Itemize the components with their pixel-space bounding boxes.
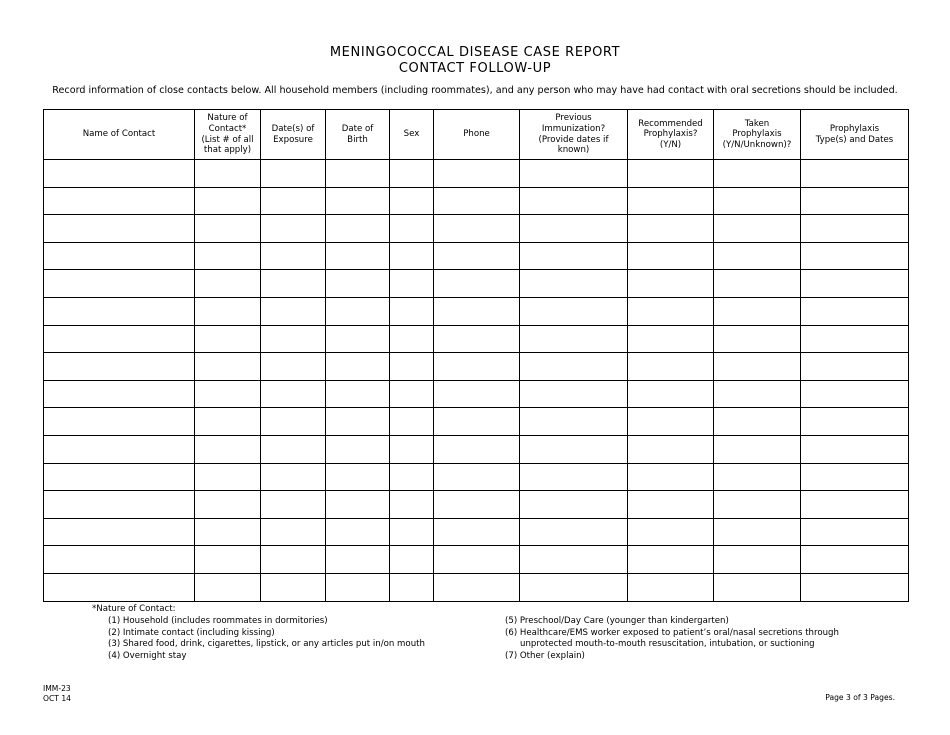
col-sex — [390, 110, 434, 160]
entry-cell[interactable] — [390, 408, 434, 436]
entry-cell[interactable] — [714, 463, 801, 491]
header-label-line: Birth — [347, 134, 368, 145]
header-label-line: (List # of all — [201, 134, 254, 145]
entry-cell[interactable] — [390, 573, 434, 601]
entry-cell[interactable] — [434, 518, 520, 546]
entry-cell[interactable] — [261, 408, 326, 436]
entry-cell[interactable] — [801, 160, 909, 188]
entry-cell[interactable] — [434, 353, 520, 381]
entry-cell[interactable] — [801, 270, 909, 298]
header-label-line: (Y/N) — [659, 139, 682, 150]
entry-cell[interactable] — [326, 297, 390, 325]
entry-cell[interactable] — [628, 160, 714, 188]
entry-cell[interactable] — [44, 491, 195, 519]
entry-cell[interactable] — [434, 215, 520, 243]
entry-cell[interactable] — [261, 573, 326, 601]
header-label-line: Immunization? — [541, 123, 606, 134]
entry-cell[interactable] — [326, 408, 390, 436]
table-row — [44, 546, 909, 574]
entry-cell[interactable] — [195, 160, 261, 188]
entry-cell[interactable] — [520, 242, 628, 270]
form-number: IMM-23 — [43, 684, 71, 693]
contacts-table — [43, 109, 909, 602]
entry-cell[interactable] — [520, 215, 628, 243]
entry-cell[interactable] — [44, 325, 195, 353]
entry-cell[interactable] — [44, 297, 195, 325]
header-label-line: Date(s) of — [271, 123, 315, 134]
form-identifier — [43, 684, 71, 704]
entry-cell[interactable] — [44, 215, 195, 243]
entry-cell[interactable] — [628, 325, 714, 353]
entry-cell[interactable] — [261, 546, 326, 574]
footnote-list-right — [505, 616, 839, 662]
col-date-of-birth — [326, 110, 390, 160]
entry-cell[interactable] — [326, 518, 390, 546]
entry-cell[interactable] — [714, 408, 801, 436]
entry-cell[interactable] — [801, 242, 909, 270]
entry-cell[interactable] — [390, 160, 434, 188]
entry-cell[interactable] — [261, 297, 326, 325]
footnote-item: (4) Overnight stay — [108, 650, 187, 661]
col-recommended-prophylaxis — [628, 110, 714, 160]
header-label-line: Prophylaxis — [829, 123, 880, 134]
col-dates-of-exposure — [261, 110, 326, 160]
entry-cell[interactable] — [326, 463, 390, 491]
entry-cell[interactable] — [195, 518, 261, 546]
entry-cell[interactable] — [628, 187, 714, 215]
entry-cell[interactable] — [390, 270, 434, 298]
entry-cell[interactable] — [434, 270, 520, 298]
header-label-line: Type(s) and Dates — [815, 134, 894, 145]
header-label-line: Sex — [403, 129, 420, 140]
entry-cell[interactable] — [44, 160, 195, 188]
entry-cell[interactable] — [195, 435, 261, 463]
entry-cell[interactable] — [434, 573, 520, 601]
entry-cell[interactable] — [434, 325, 520, 353]
entry-cell[interactable] — [520, 546, 628, 574]
entry-cell[interactable] — [434, 463, 520, 491]
table-row — [44, 270, 909, 298]
entry-cell[interactable] — [261, 187, 326, 215]
entry-cell[interactable] — [714, 435, 801, 463]
table-row — [44, 187, 909, 215]
col-prophylaxis-types-dates — [801, 110, 909, 160]
entry-cell[interactable] — [801, 187, 909, 215]
header-label-line: Previous — [555, 113, 592, 124]
entry-cell[interactable] — [434, 242, 520, 270]
header-label-line: Prophylaxis — [732, 129, 782, 140]
entry-cell[interactable] — [520, 518, 628, 546]
entry-cell[interactable] — [628, 408, 714, 436]
entry-cell[interactable] — [714, 325, 801, 353]
entry-cell[interactable] — [801, 353, 909, 381]
table-row — [44, 408, 909, 436]
entry-cell[interactable] — [434, 435, 520, 463]
entry-cell[interactable] — [434, 491, 520, 519]
footnote-item: (5) Preschool/Day Care (younger than kindergarten) — [505, 616, 729, 626]
entry-cell[interactable] — [390, 242, 434, 270]
entry-cell[interactable] — [520, 380, 628, 408]
footnote-item: (3) Shared food, drink, cigarettes, lipstick, or any articles put in/on mouth — [108, 639, 425, 650]
report-title: MENINGOCOCCAL DISEASE CASE REPORT — [329, 45, 621, 60]
entry-cell[interactable] — [195, 408, 261, 436]
entry-cell[interactable] — [195, 573, 261, 601]
entry-cell[interactable] — [195, 215, 261, 243]
entry-cell[interactable] — [195, 380, 261, 408]
footnote-item: (2) Intimate contact (including kissing) — [108, 627, 275, 638]
entry-cell[interactable] — [261, 270, 326, 298]
entry-cell[interactable] — [326, 242, 390, 270]
entry-cell[interactable] — [326, 325, 390, 353]
entry-cell[interactable] — [195, 297, 261, 325]
entry-cell[interactable] — [801, 463, 909, 491]
entry-cell[interactable] — [714, 546, 801, 574]
entry-cell[interactable] — [434, 160, 520, 188]
entry-cell[interactable] — [261, 463, 326, 491]
entry-cell[interactable] — [801, 491, 909, 519]
entry-cell[interactable] — [628, 546, 714, 574]
table-row — [44, 491, 909, 519]
entry-cell[interactable] — [44, 573, 195, 601]
entry-cell[interactable] — [714, 297, 801, 325]
entry-cell[interactable] — [195, 353, 261, 381]
entry-cell[interactable] — [714, 215, 801, 243]
entry-cell[interactable] — [434, 187, 520, 215]
entry-cell[interactable] — [628, 353, 714, 381]
entry-cell[interactable] — [44, 380, 195, 408]
entry-cell[interactable] — [261, 353, 326, 381]
entry-cell[interactable] — [714, 518, 801, 546]
footnote-item: (1) Household (includes roommates in dormitories) — [108, 616, 328, 626]
entry-cell[interactable] — [434, 546, 520, 574]
entry-cell[interactable] — [44, 408, 195, 436]
entry-cell[interactable] — [520, 573, 628, 601]
header-label-line: Phone — [463, 129, 490, 140]
entry-cell[interactable] — [801, 518, 909, 546]
entry-cell[interactable] — [628, 491, 714, 519]
entry-cell[interactable] — [261, 215, 326, 243]
entry-cell[interactable] — [261, 518, 326, 546]
entry-cell[interactable] — [261, 380, 326, 408]
page-number: Page 3 of 3 Pages. — [825, 693, 895, 702]
entry-cell[interactable] — [628, 573, 714, 601]
header-label-line: that apply) — [203, 145, 252, 156]
entry-cell[interactable] — [44, 187, 195, 215]
table-row — [44, 242, 909, 270]
entry-cell[interactable] — [195, 325, 261, 353]
footnote-item-continuation: unprotected mouth-to-mouth resuscitation, intubation, or suctioning — [520, 639, 815, 650]
entry-cell[interactable] — [390, 546, 434, 574]
entry-cell[interactable] — [44, 463, 195, 491]
entry-cell[interactable] — [326, 380, 390, 408]
entry-cell[interactable] — [520, 297, 628, 325]
entry-cell[interactable] — [390, 297, 434, 325]
entry-cell[interactable] — [326, 546, 390, 574]
entry-cell[interactable] — [628, 518, 714, 546]
entry-cell[interactable] — [520, 408, 628, 436]
entry-cell[interactable] — [434, 380, 520, 408]
entry-cell[interactable] — [326, 270, 390, 298]
entry-cell[interactable] — [326, 160, 390, 188]
entry-cell[interactable] — [261, 325, 326, 353]
col-taken-prophylaxis — [714, 110, 801, 160]
entry-cell[interactable] — [520, 491, 628, 519]
entry-cell[interactable] — [261, 160, 326, 188]
col-phone — [434, 110, 520, 160]
entry-cell[interactable] — [801, 408, 909, 436]
col-nature-of-contact — [195, 110, 261, 160]
entry-cell[interactable] — [520, 325, 628, 353]
entry-cell[interactable] — [390, 380, 434, 408]
entry-cell[interactable] — [44, 518, 195, 546]
entry-cell[interactable] — [628, 297, 714, 325]
entry-cell[interactable] — [390, 215, 434, 243]
entry-cell[interactable] — [628, 463, 714, 491]
entry-cell[interactable] — [390, 518, 434, 546]
report-subtitle: CONTACT FOLLOW-UP — [398, 61, 552, 76]
entry-cell[interactable] — [44, 353, 195, 381]
entry-cell[interactable] — [195, 187, 261, 215]
entry-cell[interactable] — [714, 573, 801, 601]
header-label-line: Prophylaxis? — [643, 129, 698, 140]
header-label-line: Contact* — [208, 123, 247, 134]
entry-cell[interactable] — [326, 435, 390, 463]
entry-cell[interactable] — [801, 380, 909, 408]
entry-cell[interactable] — [326, 573, 390, 601]
entry-cell[interactable] — [44, 270, 195, 298]
entry-cell[interactable] — [326, 353, 390, 381]
header-label-line: Taken — [744, 118, 770, 129]
entry-cell[interactable] — [44, 546, 195, 574]
entry-cell[interactable] — [628, 215, 714, 243]
entry-cell[interactable] — [520, 270, 628, 298]
table-row — [44, 463, 909, 491]
entry-cell[interactable] — [714, 160, 801, 188]
table-header-row — [44, 110, 909, 160]
table-row — [44, 518, 909, 546]
entry-cell[interactable] — [714, 353, 801, 381]
entry-cell[interactable] — [628, 435, 714, 463]
header-label-line: Date of — [341, 123, 374, 134]
entry-cell[interactable] — [390, 435, 434, 463]
entry-cell[interactable] — [434, 297, 520, 325]
table-row — [44, 160, 909, 188]
table-row — [44, 435, 909, 463]
entry-cell[interactable] — [520, 435, 628, 463]
entry-cell[interactable] — [326, 491, 390, 519]
table-row — [44, 325, 909, 353]
header-label-line: Recommended — [638, 118, 703, 129]
header-label-line: known) — [557, 145, 590, 156]
entry-cell[interactable] — [520, 463, 628, 491]
entry-cell[interactable] — [326, 215, 390, 243]
entry-cell[interactable] — [628, 242, 714, 270]
entry-cell[interactable] — [801, 546, 909, 574]
entry-cell[interactable] — [195, 242, 261, 270]
entry-cell[interactable] — [390, 491, 434, 519]
footnote-list-left — [108, 616, 425, 662]
entry-cell[interactable] — [434, 408, 520, 436]
entry-cell[interactable] — [714, 187, 801, 215]
col-previous-immunization — [520, 110, 628, 160]
entry-cell[interactable] — [628, 380, 714, 408]
table-body — [44, 160, 909, 602]
table-row — [44, 380, 909, 408]
header-label-line: Exposure — [273, 134, 313, 145]
entry-cell[interactable] — [390, 463, 434, 491]
footnote-item: (7) Other (explain) — [505, 650, 585, 661]
entry-cell[interactable] — [261, 491, 326, 519]
form-revision: OCT 14 — [43, 694, 71, 703]
entry-cell[interactable] — [801, 435, 909, 463]
instructions-text: Record information of close contacts below. All household members (including roommates), and any person who may have had contact with oral secretions should be included. — [52, 85, 898, 96]
table-row — [44, 215, 909, 243]
entry-cell[interactable] — [714, 270, 801, 298]
entry-cell[interactable] — [44, 435, 195, 463]
entry-cell[interactable] — [628, 270, 714, 298]
entry-cell[interactable] — [390, 353, 434, 381]
entry-cell[interactable] — [261, 242, 326, 270]
entry-cell[interactable] — [195, 491, 261, 519]
entry-cell[interactable] — [195, 270, 261, 298]
header-label-line: Name of Contact — [82, 129, 156, 140]
entry-cell[interactable] — [390, 325, 434, 353]
col-name-of-contact — [44, 110, 195, 160]
entry-cell[interactable] — [714, 380, 801, 408]
footnote-item: (6) Healthcare/EMS worker exposed to patient’s oral/nasal secretions through — [505, 627, 839, 638]
entry-cell[interactable] — [714, 242, 801, 270]
entry-cell[interactable] — [801, 297, 909, 325]
entry-cell[interactable] — [520, 353, 628, 381]
entry-cell[interactable] — [326, 187, 390, 215]
header-label-line: (Y/N/Unknown)? — [722, 139, 792, 150]
table-row — [44, 353, 909, 381]
header-label-line: (Provide dates if — [538, 134, 609, 145]
entry-cell[interactable] — [520, 160, 628, 188]
entry-cell[interactable] — [195, 546, 261, 574]
entry-cell[interactable] — [714, 491, 801, 519]
table-row — [44, 297, 909, 325]
entry-cell[interactable] — [195, 463, 261, 491]
entry-cell[interactable] — [261, 435, 326, 463]
footnote-heading: *Nature of Contact: — [92, 604, 176, 614]
entry-cell[interactable] — [801, 325, 909, 353]
header-label-line: Nature of — [207, 113, 248, 124]
entry-cell[interactable] — [390, 187, 434, 215]
entry-cell[interactable] — [801, 215, 909, 243]
entry-cell[interactable] — [44, 242, 195, 270]
entry-cell[interactable] — [520, 187, 628, 215]
entry-cell[interactable] — [801, 573, 909, 601]
table-row — [44, 573, 909, 601]
